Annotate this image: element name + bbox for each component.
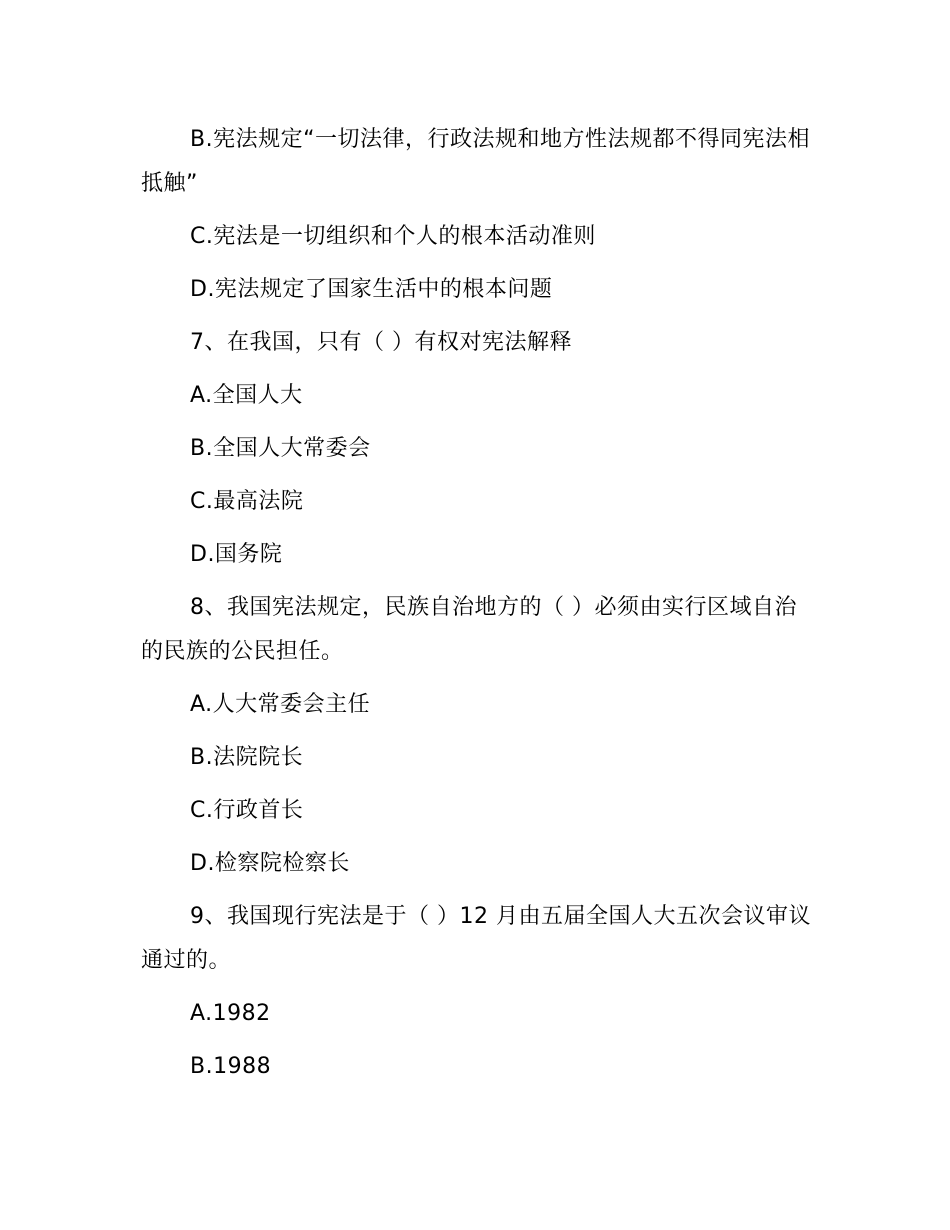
option-8d: D.检察院检察长 [190, 851, 350, 876]
option-8c: C.行政首长 [190, 798, 304, 823]
option-7d: D.国务院 [190, 542, 283, 567]
option-7a: A.全国人大 [190, 383, 303, 408]
option-9b: B.1988 [190, 1054, 272, 1079]
document-content [141, 118, 813, 1098]
question-8: 8、我国宪法规定，民族自治地方的（ ）必须由实行区域自治的民族的公民担任。 [141, 595, 797, 664]
option-6b: B.宪法规定“一切法律，行政法规和地方性法规都不得同宪法相抵触” [141, 127, 810, 196]
option-7b: B.全国人大常委会 [190, 436, 371, 461]
option-6d: D.宪法规定了国家生活中的根本问题 [190, 277, 553, 302]
option-9a: A.1982 [190, 1001, 271, 1026]
question-9: 9、我国现行宪法是于（ ）12 月由五届全国人大五次会议审议通过的。 [141, 904, 811, 973]
question-7: 7、在我国，只有（ ）有权对宪法解释 [190, 330, 572, 355]
option-8a: A.人大常委会主任 [190, 692, 371, 717]
option-6c: C.宪法是一切组织和个人的根本活动准则 [190, 224, 596, 249]
option-8b: B.法院院长 [190, 745, 304, 770]
option-7c: C.最高法院 [190, 489, 304, 514]
